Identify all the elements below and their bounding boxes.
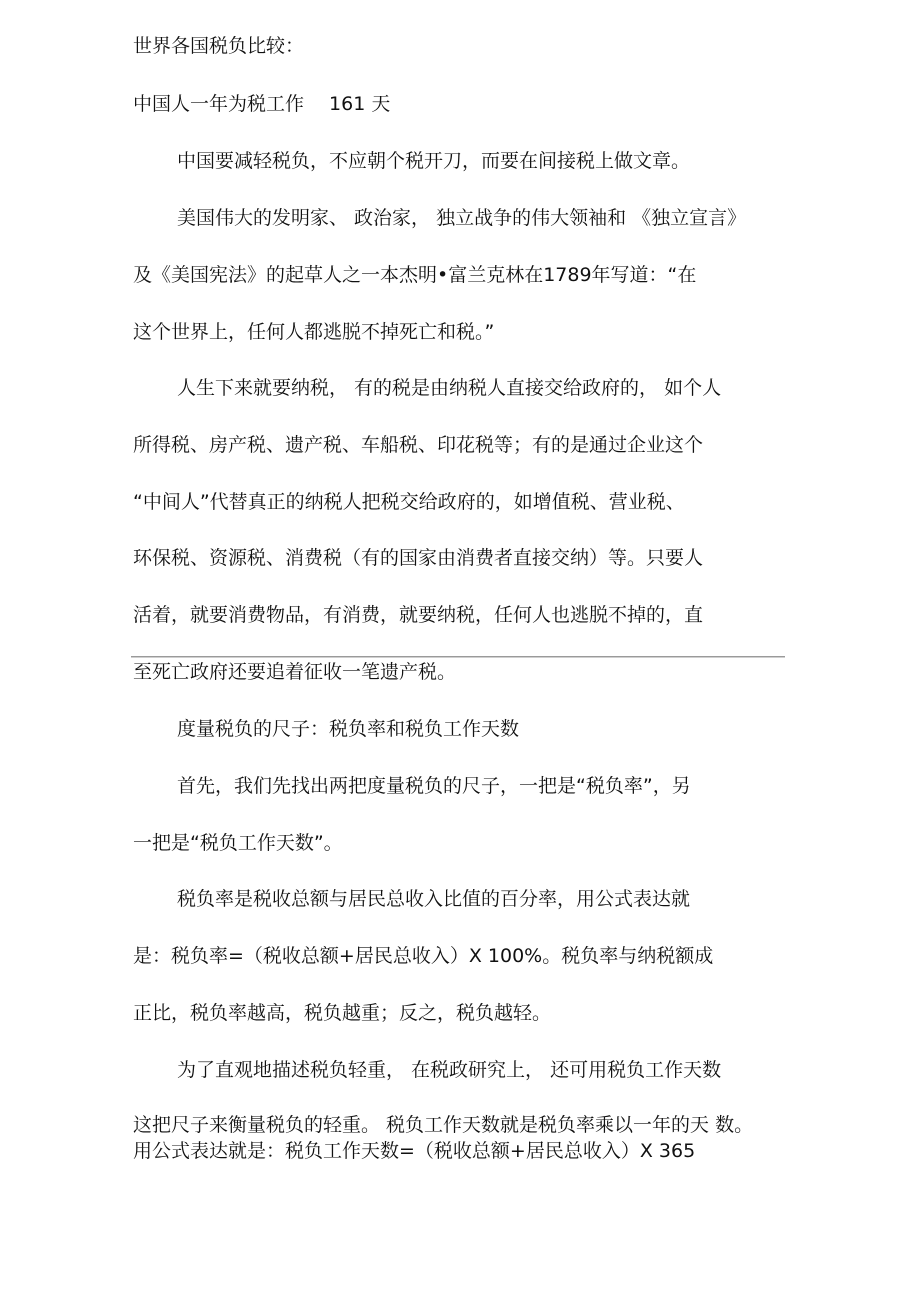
doc-paragraph-line: “中间人”代替真正的纳税人把税交给政府的，如增值税、营业税、: [133, 491, 685, 513]
doc-paragraph-line: 所得税、房产税、遗产税、车船税、印花税等；有的是通过企业这个: [133, 434, 704, 456]
doc-paragraph-line: 环保税、资源税、消费税（有的国家由消费者直接交纳）等。只要人: [133, 547, 704, 569]
doc-formula-line: 用公式表达就是：税负工作天数=（税收总额+居民总收入）X 365: [133, 1140, 696, 1162]
divider-rule: [131, 656, 785, 658]
doc-heading-comparison: 世界各国税负比较：: [133, 35, 305, 57]
doc-paragraph-line: 为了直观地描述税负轻重， 在税政研究上， 还可用税负工作天数: [177, 1059, 722, 1081]
doc-paragraph-line: 人生下来就要纳税， 有的税是由纳税人直接交给政府的， 如个人: [177, 377, 722, 399]
doc-paragraph-line: 这把尺子来衡量税负的轻重。 税负工作天数就是税负率乘以一年的天 数。: [133, 1114, 754, 1136]
doc-paragraph-line: 税负率是税收总额与居民总收入比值的百分率，用公式表达就: [177, 888, 691, 910]
doc-paragraph-line: 一把是“税负工作天数”。: [133, 832, 343, 854]
doc-paragraph-line: 这个世界上，任何人都逃脱不掉死亡和税。”: [133, 321, 495, 343]
doc-paragraph-line: 活着，就要消费物品，有消费，就要纳税，任何人也逃脱不掉的，直: [133, 604, 704, 626]
doc-paragraph-line: 及《美国宪法》的起草人之一本杰明•富兰克林在1789年写道：“在: [133, 264, 697, 286]
doc-subheading-measure: 度量税负的尺子：税负率和税负工作天数: [177, 718, 520, 740]
doc-paragraph-line: 正比，税负率越高，税负越重；反之，税负越轻。: [133, 1002, 552, 1024]
doc-paragraph-line: 美国伟大的发明家、 政治家， 独立战争的伟大领袖和 《独立宣言》: [177, 207, 747, 229]
doc-paragraph-line: 首先，我们先找出两把度量税负的尺子，一把是“税负率”，另: [177, 775, 691, 797]
doc-line-china-days: 中国人一年为税工作 161 天: [133, 93, 391, 115]
doc-paragraph-line: 至死亡政府还要追着征收一笔遗产税。: [133, 661, 457, 683]
doc-formula-line: 是：税负率=（税收总额+居民总收入）X 100%。税负率与纳税额成: [133, 945, 714, 967]
doc-paragraph-line: 中国要减轻税负，不应朝个税开刀，而要在间接税上做文章。: [177, 150, 691, 172]
